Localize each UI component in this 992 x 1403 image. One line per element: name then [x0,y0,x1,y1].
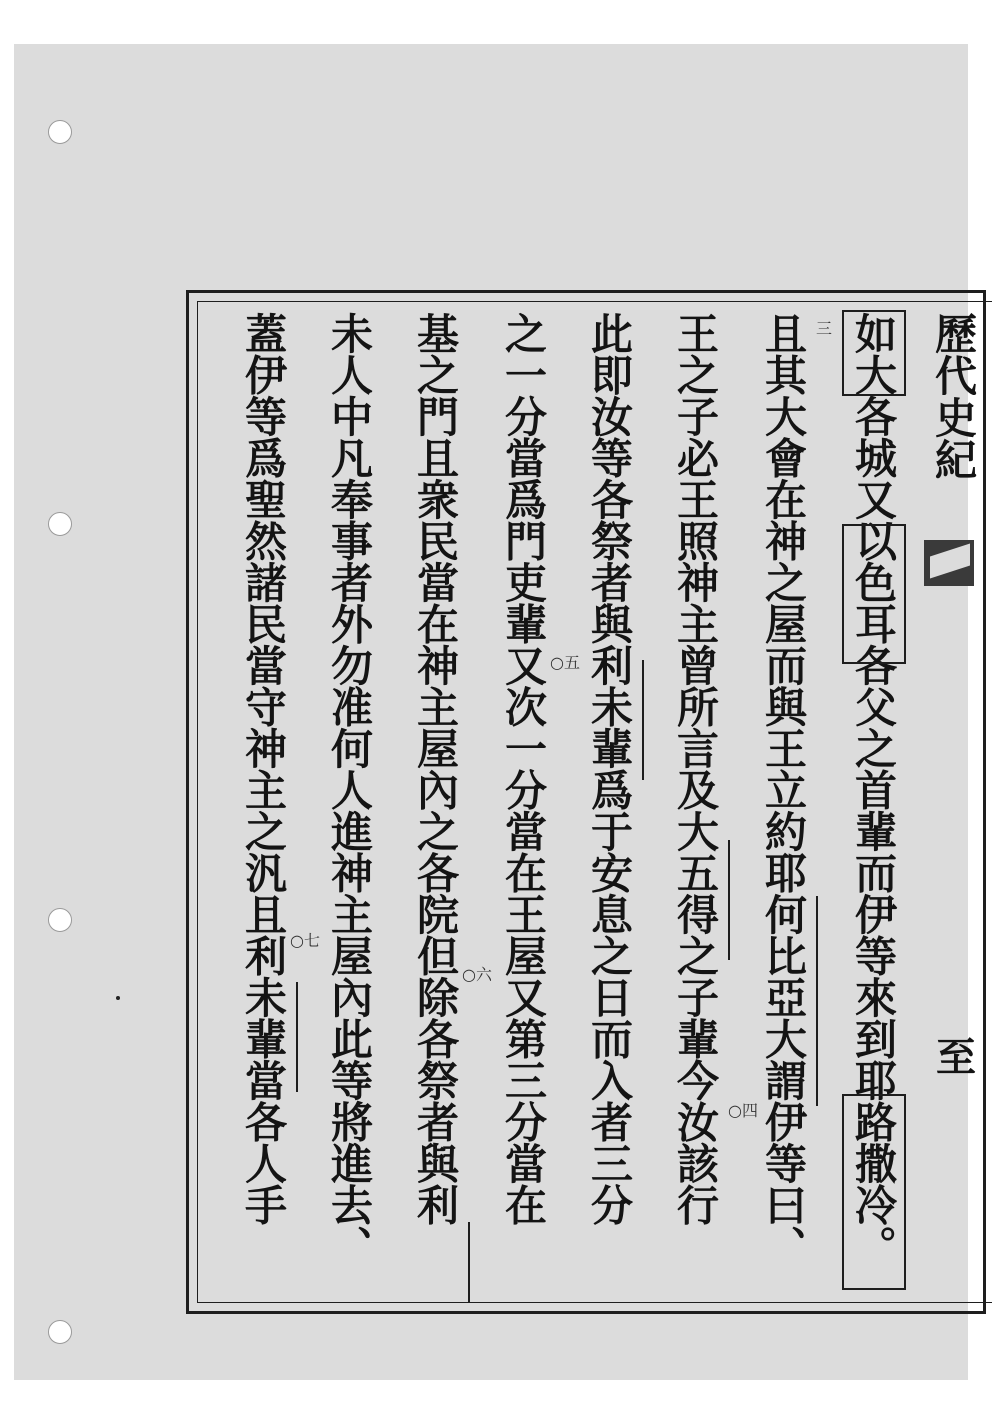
text-column-3: 王之子必王照神主曾所言及大五得之子輩今汝該行 [671,312,720,1225]
boxed-term-yiseer [842,524,906,664]
punch-hole-3 [48,908,72,932]
name-rule-jehoiada [752,896,818,1106]
verse-marker-3: 三 [816,319,833,338]
verse-marker-6: ○六 [462,965,492,984]
punch-hole-2 [48,512,72,536]
text-column-8: 蓋伊等爲聖然諸民當守神主之汎且利未輩當各人手 [239,312,288,1225]
name-rule-levites-1 [578,660,644,780]
ink-speck [116,996,120,1000]
punch-hole-4 [48,1320,72,1344]
punch-hole-1 [48,120,72,144]
book-title: 歷代史紀 [929,312,978,480]
boxed-term-yelusalen [842,1094,906,1290]
text-column-5: 之一分當爲門吏輩又次一分當在王屋又第三分當在 [499,312,548,1225]
text-column-1: 如大各城又以色耳各父之首輩而伊等來到耶路撒冷。 [849,312,898,1267]
page-edge-character: 至 [936,1034,976,1081]
verse-marker-4: ○四 [728,1101,758,1120]
name-rule-david [664,840,730,960]
text-column-4: 此即汝等各祭者與利未輩爲于安息之日而入者三分 [585,312,634,1225]
header-rule [924,540,974,586]
verse-marker-5: ○五 [550,653,580,672]
name-rule-levites-2 [404,1222,470,1302]
boxed-term-rudan [842,310,906,396]
text-column-7: 未人中凡奉事者外勿准何人進神主屋內此等將進去、 [325,312,374,1267]
text-column-6: 基之門且衆民當在神主屋內之各院但除各祭者與利 [411,312,460,1225]
text-column-2: 且其大會在神之屋而與王立約耶何比亞大謂伊等曰、 [759,312,808,1267]
verse-marker-7: ○七 [290,931,320,950]
name-rule-levites-3 [232,982,298,1092]
